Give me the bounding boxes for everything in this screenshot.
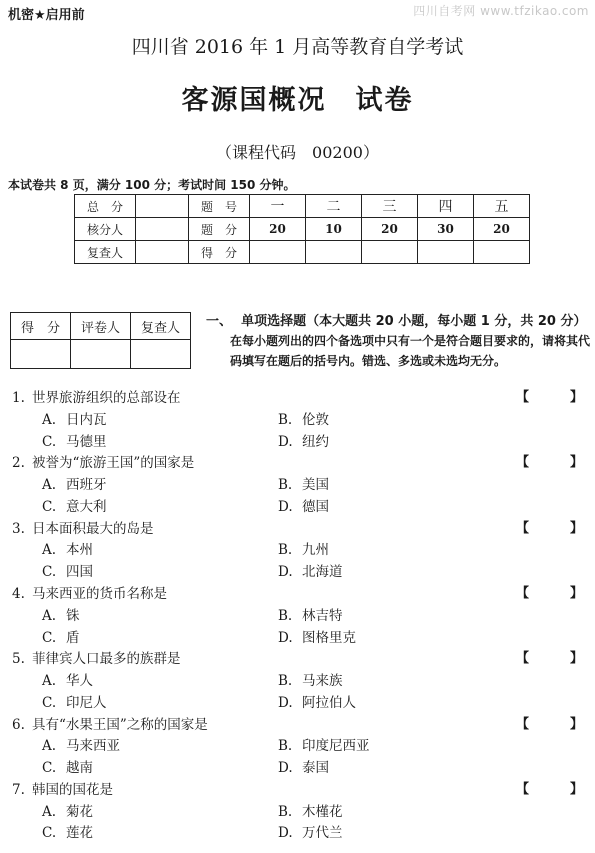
section-number: 五 — [474, 195, 530, 218]
question-stem — [12, 713, 208, 733]
option-text: 伦敦 — [302, 411, 329, 428]
grader-table — [10, 312, 191, 369]
answer-bracket-right: 】 — [570, 651, 584, 667]
section-heading — [206, 310, 591, 329]
answer-option — [42, 821, 93, 841]
option-letter: B. — [278, 542, 293, 559]
question-stem — [12, 582, 167, 602]
option-letter: B. — [278, 738, 293, 755]
answer-option — [278, 538, 329, 558]
option-letter: C. — [42, 629, 57, 646]
question-stem — [12, 451, 194, 471]
question-number: 4. — [12, 585, 25, 602]
section-score-label: 题 分 — [189, 218, 250, 241]
grader-header-row — [11, 313, 191, 340]
option-letter: A. — [42, 477, 57, 494]
option-letter: D. — [278, 825, 293, 842]
option-letter: B. — [278, 803, 293, 820]
paper-info: 本试卷共 8 页，满分 100 分；考试时间 150 分钟。 — [8, 178, 296, 192]
option-letter: C. — [42, 564, 57, 581]
option-text: 意大利 — [66, 498, 107, 515]
answer-bracket-left: 【 — [516, 390, 530, 405]
paper-title: 客源国概况 试卷 — [181, 85, 414, 116]
option-letter: D. — [278, 694, 293, 711]
answer-bracket-right: 】 — [570, 390, 584, 405]
section-number: 三 — [362, 195, 418, 218]
option-text: 本州 — [66, 542, 93, 559]
question-number: 2. — [12, 455, 25, 472]
website-watermark: 四川自考网 www.tfzikao.com — [413, 4, 589, 18]
option-text: 马来族 — [302, 673, 343, 689]
question-number: 1. — [12, 390, 25, 406]
option-text: 木槿花 — [302, 803, 343, 820]
answer-option — [278, 821, 343, 841]
answer-bracket-right: 】 — [570, 455, 584, 471]
score-table-row — [75, 241, 530, 264]
option-text: 四国 — [66, 564, 93, 581]
grader-review-cell — [131, 340, 191, 369]
question-text: 韩国的国花是 — [32, 781, 113, 798]
option-text: 马德里 — [66, 433, 107, 450]
option-text: 越南 — [66, 760, 93, 777]
answer-option — [42, 473, 107, 493]
option-letter: C. — [42, 760, 57, 777]
answer-option — [278, 691, 356, 711]
item-number-label: 题 号 — [189, 195, 250, 218]
option-letter: A. — [42, 607, 57, 624]
course-code: （课程代码 00200） — [216, 143, 379, 162]
option-text: 印尼人 — [66, 694, 107, 711]
option-text: 泰国 — [302, 760, 329, 777]
option-letter: B. — [278, 477, 293, 494]
question-stem — [12, 386, 181, 406]
answer-option — [278, 626, 356, 646]
answer-option — [278, 560, 343, 580]
question-stem — [12, 778, 113, 798]
question-number: 7. — [12, 781, 25, 798]
option-text: 德国 — [302, 498, 329, 515]
answer-bracket-right: 】 — [570, 781, 584, 797]
answer-bracket-left: 【 — [516, 520, 530, 536]
answer-bracket-left: 【 — [516, 651, 530, 667]
option-letter: D. — [278, 498, 293, 515]
option-text: 铢 — [66, 607, 80, 624]
got-score-cell — [306, 241, 362, 264]
answer-option — [42, 734, 120, 754]
question-text: 世界旅游组织的总部设在 — [32, 390, 181, 406]
grader-score-label: 得 分 — [11, 313, 71, 340]
option-letter: A. — [42, 738, 57, 755]
answer-bracket-right: 】 — [570, 520, 584, 536]
got-score-cell — [418, 241, 474, 264]
grader-score-cell — [11, 340, 71, 369]
question-stem — [12, 647, 181, 667]
grader-review-label: 复查人 — [131, 313, 191, 340]
option-text: 纽约 — [302, 433, 329, 450]
answer-option — [278, 430, 329, 450]
got-score-label: 得 分 — [189, 241, 250, 264]
option-text: 西班牙 — [66, 477, 107, 494]
question-text: 被誉为“旅游王国”的国家是 — [32, 455, 195, 472]
section-number-label: 一、 — [206, 314, 233, 329]
section-number: 一 — [250, 195, 306, 218]
confidential-mark: 机密★启用前 — [8, 8, 85, 23]
option-letter: C. — [42, 433, 57, 450]
score-table — [74, 194, 530, 264]
section-points: 30 — [418, 218, 474, 241]
question-text: 菲律宾人口最多的族群是 — [32, 651, 181, 668]
question-number: 6. — [12, 716, 25, 733]
option-letter: A. — [42, 673, 57, 689]
option-letter: A. — [42, 803, 57, 820]
total-score-cell — [136, 195, 189, 218]
section-title: 单项选择题（本大题共 20 小题，每小题 1 分，共 20 分） — [241, 314, 587, 329]
answer-bracket-left: 【 — [516, 716, 530, 732]
option-text: 莲花 — [66, 825, 93, 842]
option-letter: C. — [42, 498, 57, 515]
answer-option — [278, 756, 329, 776]
answer-option — [278, 800, 343, 820]
answer-option — [278, 734, 370, 754]
answer-option — [42, 756, 93, 776]
got-score-cell — [474, 241, 530, 264]
answer-option — [42, 626, 80, 646]
answer-option — [278, 495, 329, 515]
score-table-row — [75, 218, 530, 241]
grader-name-label: 评卷人 — [71, 313, 131, 340]
answer-bracket-left: 【 — [516, 585, 530, 601]
option-text: 阿拉伯人 — [302, 694, 356, 711]
got-score-cell — [362, 241, 418, 264]
answer-option — [42, 800, 93, 820]
answer-option — [42, 495, 107, 515]
score-table-row — [75, 195, 530, 218]
question-text: 具有“水果王国”之称的国家是 — [32, 716, 208, 733]
option-text: 图格里克 — [302, 629, 356, 646]
option-letter: B. — [278, 607, 293, 624]
section-number: 四 — [418, 195, 474, 218]
option-text: 菊花 — [66, 803, 93, 820]
option-text: 日内瓦 — [66, 411, 107, 428]
section-number: 二 — [306, 195, 362, 218]
total-score-label: 总 分 — [75, 195, 136, 218]
answer-option — [278, 669, 343, 689]
option-text: 美国 — [302, 477, 329, 494]
option-letter: D. — [278, 564, 293, 581]
answer-bracket-right: 】 — [570, 585, 584, 601]
option-letter: C. — [42, 825, 57, 842]
answer-bracket-left: 【 — [516, 455, 530, 471]
answer-option — [42, 669, 93, 689]
option-letter: C. — [42, 694, 57, 711]
section-points: 10 — [306, 218, 362, 241]
answer-bracket-left: 【 — [516, 781, 530, 797]
answer-option — [42, 408, 107, 428]
checker-label: 核分人 — [75, 218, 136, 241]
option-text: 北海道 — [302, 564, 343, 581]
question-text: 马来西亚的货币名称是 — [32, 585, 167, 602]
question-number: 5. — [12, 651, 25, 668]
option-text: 九州 — [302, 542, 329, 559]
rechecker-label: 复查人 — [75, 241, 136, 264]
answer-option — [42, 430, 107, 450]
answer-option — [278, 408, 329, 428]
option-letter: D. — [278, 433, 293, 450]
answer-bracket-right: 】 — [570, 716, 584, 732]
grader-name-cell — [71, 340, 131, 369]
option-text: 林吉特 — [302, 607, 343, 624]
got-score-cell — [250, 241, 306, 264]
option-text: 万代兰 — [302, 825, 343, 842]
question-stem — [12, 517, 154, 537]
option-text: 马来西亚 — [66, 738, 120, 755]
option-letter: A. — [42, 411, 57, 428]
section-instruction: 在每小题列出的四个备选项中只有一个是符合题目要求的，请将其代码填写在题后的括号内。错选、多选或未选均无分。 — [230, 334, 591, 368]
option-letter: D. — [278, 760, 293, 777]
option-letter: B. — [278, 673, 293, 689]
option-letter: D. — [278, 629, 293, 646]
rechecker-cell — [136, 241, 189, 264]
option-letter: B. — [278, 411, 293, 428]
section-points: 20 — [362, 218, 418, 241]
answer-option — [278, 604, 343, 624]
answer-option — [278, 473, 329, 493]
option-text: 印度尼西亚 — [302, 738, 370, 755]
answer-option — [42, 560, 93, 580]
option-letter: A. — [42, 542, 57, 559]
exam-title: 四川省 2016 年 1 月高等教育自学考试 — [131, 36, 464, 58]
checker-cell — [136, 218, 189, 241]
option-text: 华人 — [66, 673, 93, 689]
answer-option — [42, 691, 107, 711]
question-number: 3. — [12, 520, 25, 537]
option-text: 盾 — [66, 629, 80, 646]
grader-blank-row — [11, 340, 191, 369]
answer-option — [42, 604, 80, 624]
section-points: 20 — [250, 218, 306, 241]
question-text: 日本面积最大的岛是 — [32, 520, 154, 537]
section-points: 20 — [474, 218, 530, 241]
answer-option — [42, 538, 93, 558]
